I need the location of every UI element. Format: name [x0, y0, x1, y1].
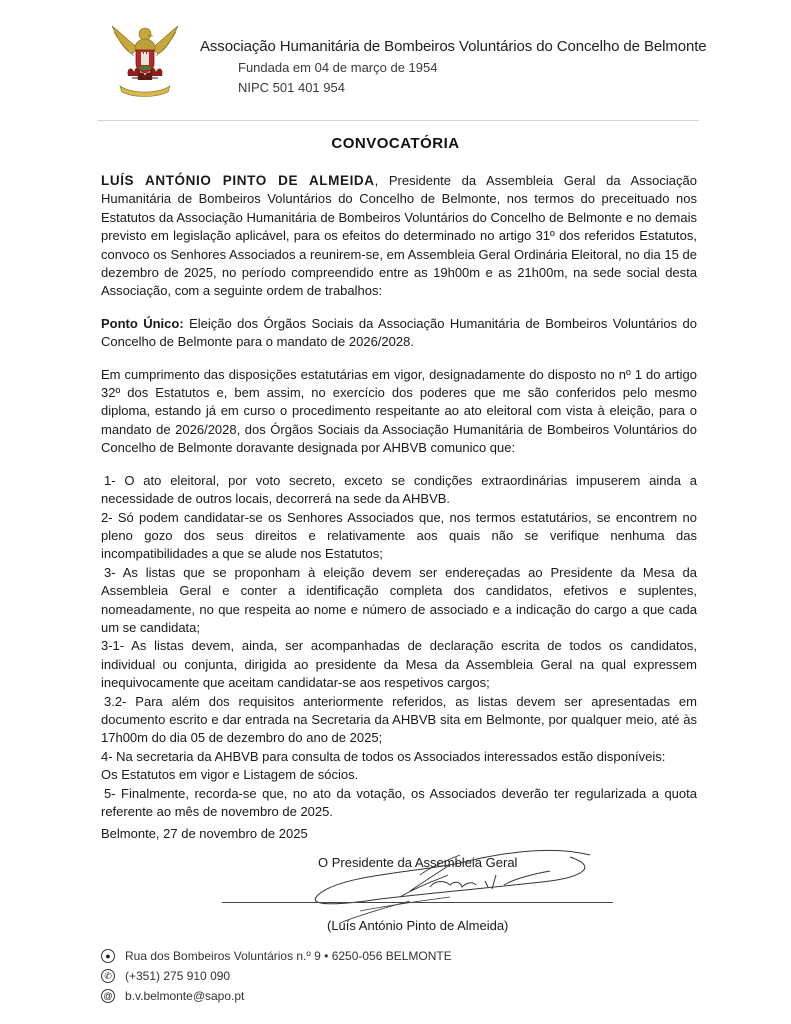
location-pin-icon: ●: [101, 949, 115, 963]
footer-address: [101, 946, 452, 966]
document-title: CONVOCATÓRIA: [331, 135, 460, 152]
list-item: 5- Finalmente, recorda-se que, no ato da votação, os Associados deverão ter regularizada a quota referente ao mês de novembro de 2025.: [101, 785, 697, 819]
footer-email: [101, 986, 452, 1006]
contact-footer: [101, 946, 452, 1006]
ponto-unico-label: Ponto Único:: [101, 315, 184, 331]
association-emblem-logo: [108, 18, 182, 100]
signatory-role: O Presidente da Assembleia Geral: [318, 855, 518, 870]
president-name: LUÍS ANTÓNIO PINTO DE ALMEIDA: [101, 173, 375, 188]
footer-phone: [101, 966, 452, 986]
list-item: 3-1- As listas devem, ainda, ser acompanhadas de declaração escrita de todos os candidatos, individual ou conjunta, dirigida ao presidente da Mesa da Assembleia Geral na qual expressem inequivocamente que aceitam candidatar-se aos respetivos cargos;: [101, 638, 697, 691]
preamble-paragraph: Em cumprimento das disposições estatutárias em vigor, designadamente do disposto no nº 1 do artigo 32º dos Estatutos e, bem assim, no exercício dos poderes que me são conferidos pelo mesmo diploma, estando já em curso o procedimento respeitante ao ato eleitoral com vista à eleição, para o mandato de 2026/2028, dos Órgãos Sociais da Associação Humanitária de Bombeiros Voluntários do Concelho de Belmonte doravante designada por AHBVB comunico que:: [101, 366, 697, 456]
signatory-name: (Luís António Pinto de Almeida): [327, 918, 509, 933]
list-item: Os Estatutos em vigor e Listagem de sócios.: [101, 767, 359, 783]
ponto-unico-text: Eleição dos Órgãos Sociais da Associação Humanitária de Bombeiros Voluntários do Concelho de Belmonte para o mandato de 2026/2028.: [101, 315, 697, 350]
intro-text: , Presidente da Assembleia Geral da Associação Humanitária de Bombeiros Voluntários do Concelho de Belmonte, nos termos do preceituado nos Estatutos da Associação Humanitária de Bombeiros Voluntários do Concelho de Belmonte e no demais previsto em legislação aplicável, para os efeitos do determinado no artigo 31º dos referidos Estatutos, convoco os Senhores Associados a reunirem-se, em Assembleia Geral Ordinária Eleitoral, no dia 15 de dezembro de 2025, no período compreendido entre as 19h00m e as 21h00m, na sede social desta Associação, com a seguinte ordem de trabalhos:: [101, 173, 697, 299]
intro-paragraph: [101, 172, 697, 301]
nipc-number: NIPC 501 401 954: [238, 80, 345, 95]
address-text: Rua dos Bombeiros Voluntários n.º 9 • 6250-056 BELMONTE: [125, 949, 452, 963]
list-item: 2- Só podem candidatar-se os Senhores Associados que, nos termos estatutários, se encontrem no pleno gozo dos seus direitos e relativamente aos quais não se verifique nenhuma das incompatibilidades a que se alude nos Estatutos;: [101, 509, 697, 562]
phone-icon: ✆: [101, 969, 115, 983]
organization-header: [200, 38, 707, 98]
header-separator: [97, 120, 699, 121]
list-item: 4- Na secretaria da AHBVB para consulta de todos os Associados interessados estão disponíveis:: [101, 748, 666, 764]
signature-line: [222, 902, 613, 903]
phone-text[interactable]: (+351) 275 910 090: [125, 969, 231, 983]
organization-name: Associação Humanitária de Bombeiros Voluntários do Concelho de Belmonte: [200, 38, 707, 55]
list-item: 3.2- Para além dos requisitos anteriormente referidos, as listas devem ser apresentadas em documento escrito e dar entrada na Secretaria da AHBVB sita em Belmonte, por qualquer meio, até às 17h00m do dia 05 de dezembro do ano de 2025;: [101, 693, 697, 746]
at-sign-icon: @: [101, 989, 115, 1003]
founding-date: Fundada em 04 de março de 1954: [238, 60, 438, 75]
email-text[interactable]: b.v.belmonte@sapo.pt: [125, 989, 245, 1003]
date-place: Belmonte, 27 de novembro de 2025: [101, 826, 308, 841]
list-item: 1- O ato eleitoral, por voto secreto, exceto se condições extraordinárias impuserem ainda a necessidade de outros locais, decorrerá na sede da AHBVB.: [101, 472, 697, 507]
list-item: 3- As listas que se proponham à eleição devem ser endereçadas ao Presidente da Mesa da Assembleia Geral e conter a identificação completa dos candidatos, efetivos e suplentes, nomeadamente, no que respeita ao nome e número de associado e a indicação do cargo a que cada um se candidata;: [101, 564, 697, 635]
document-body: [101, 172, 697, 821]
ponto-unico-paragraph: [101, 315, 697, 352]
